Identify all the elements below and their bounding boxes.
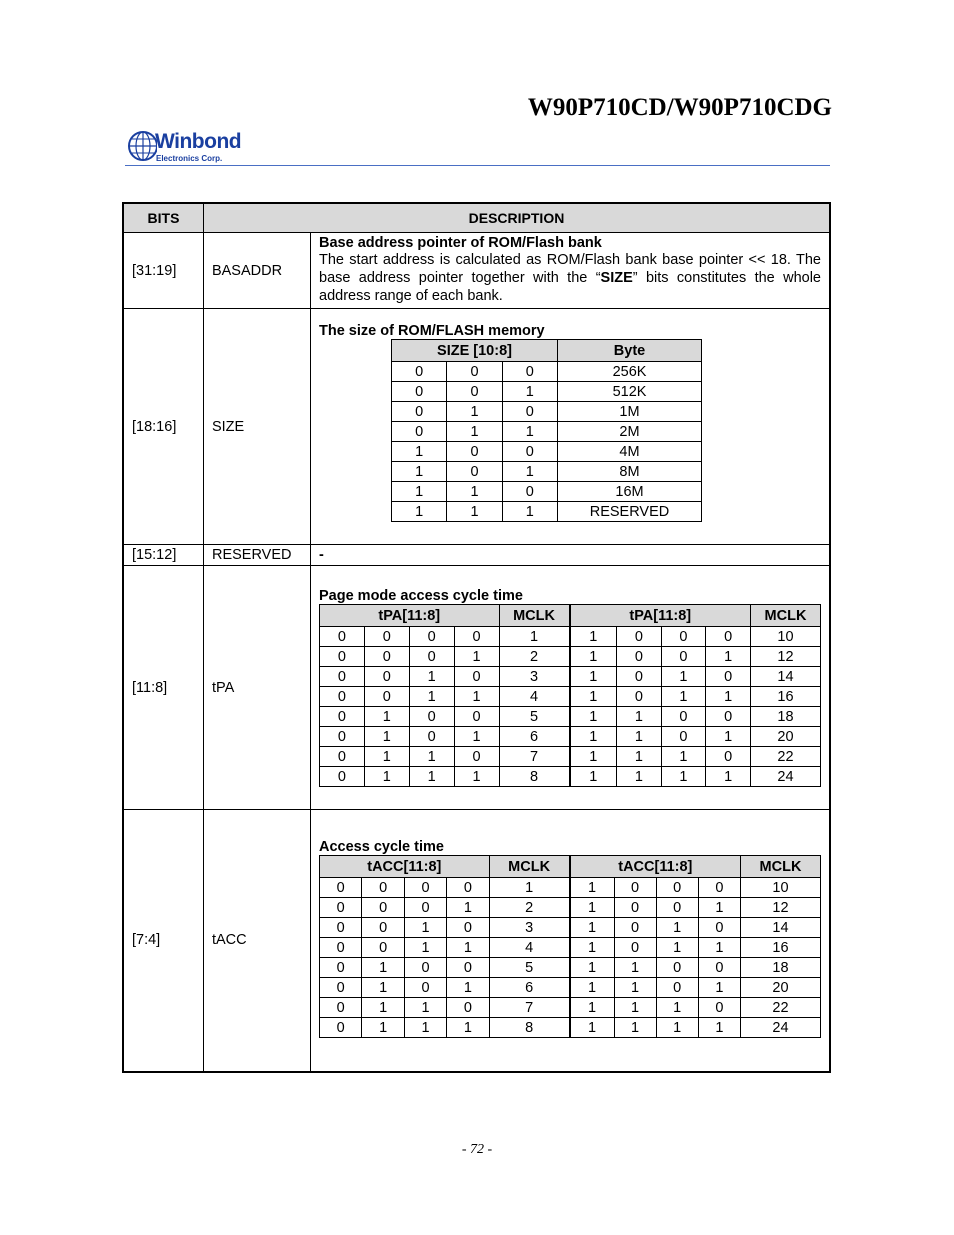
table-cell: 1: [392, 442, 447, 462]
table-row: [320, 647, 821, 667]
table-cell: 1: [502, 502, 557, 522]
table-cell: 0: [404, 898, 446, 918]
table-cell: 0: [320, 958, 362, 978]
tpa-table-header: [320, 605, 821, 627]
table-cell: 0: [614, 898, 656, 918]
table-cell: 1: [706, 727, 751, 747]
table-row: [320, 918, 821, 938]
tacc-bits-header: tACC[11:8]: [570, 856, 741, 878]
page-number: - 72 -: [461, 1142, 493, 1157]
table-cell: 256K: [558, 362, 702, 382]
table-cell: 1: [364, 767, 409, 787]
description-header: DESCRIPTION: [203, 203, 830, 233]
table-cell: 1: [404, 998, 446, 1018]
size-table: [391, 339, 702, 522]
table-row: [320, 627, 821, 647]
table-cell: 1: [502, 382, 557, 402]
table-cell: 0: [617, 627, 662, 647]
table-cell: 0: [409, 647, 454, 667]
table-cell: 1: [409, 747, 454, 767]
table-row: [392, 382, 702, 402]
table-cell: 0: [454, 627, 499, 647]
table-row: [392, 442, 702, 462]
table-cell: 1: [706, 647, 751, 667]
table-cell: 1: [404, 918, 446, 938]
table-cell: 1: [698, 938, 740, 958]
table-cell: 1: [570, 727, 617, 747]
table-cell: 0: [454, 747, 499, 767]
table-cell: 6: [499, 727, 570, 747]
field-name-cell: RESERVED: [203, 545, 310, 566]
table-cell: 6: [489, 978, 570, 998]
table-row: [320, 727, 821, 747]
table-cell: 1: [454, 767, 499, 787]
table-row: [320, 707, 821, 727]
table-cell: 0: [362, 918, 404, 938]
table-cell: 0: [320, 687, 365, 707]
description-text: [319, 251, 821, 305]
header-rule: [125, 165, 830, 166]
table-cell: 1: [570, 687, 617, 707]
tpa-table: [319, 604, 821, 787]
register-table: [122, 202, 831, 1073]
table-row: [392, 402, 702, 422]
table-cell: 24: [741, 1018, 821, 1038]
tacc-table-header: [320, 856, 821, 878]
description-text-part: The start address is calculated as ROM/Flash bank base pointer << 18. The base address pointer together with the “: [319, 252, 821, 286]
table-cell: 3: [489, 918, 570, 938]
table-cell: 0: [392, 402, 447, 422]
table-cell: 1: [614, 958, 656, 978]
table-cell: 1: [409, 767, 454, 787]
table-cell: 0: [447, 998, 489, 1018]
table-cell: 0: [447, 878, 489, 898]
table-cell: 1: [364, 747, 409, 767]
table-cell: 14: [751, 667, 821, 687]
table-cell: 0: [502, 482, 557, 502]
table-cell: 12: [741, 898, 821, 918]
table-cell: 0: [320, 898, 362, 918]
table-cell: 0: [404, 878, 446, 898]
mclk-header: MCLK: [499, 605, 570, 627]
table-cell: 0: [502, 362, 557, 382]
table-cell: 1: [661, 747, 706, 767]
table-cell: 1: [447, 978, 489, 998]
table-cell: 20: [751, 727, 821, 747]
table-cell: 1: [447, 898, 489, 918]
table-cell: 0: [362, 878, 404, 898]
table-cell: 0: [706, 747, 751, 767]
table-row: [320, 667, 821, 687]
table-cell: 0: [698, 998, 740, 1018]
table-cell: 0: [320, 1018, 362, 1038]
table-cell: 0: [706, 627, 751, 647]
table-cell: 1: [617, 767, 662, 787]
bits-cell: [15:12]: [123, 545, 203, 566]
table-cell: 22: [751, 747, 821, 767]
table-cell: 5: [499, 707, 570, 727]
table-cell: 0: [502, 402, 557, 422]
row-size: [123, 309, 830, 545]
table-cell: 1: [570, 998, 614, 1018]
table-cell: 1: [362, 978, 404, 998]
table-cell: 1: [661, 767, 706, 787]
table-cell: 16M: [558, 482, 702, 502]
winbond-logo: [127, 126, 257, 166]
table-cell: 8: [489, 1018, 570, 1038]
table-cell: 0: [404, 958, 446, 978]
table-cell: 4: [499, 687, 570, 707]
table-cell: 0: [698, 958, 740, 978]
table-cell: 1: [570, 707, 617, 727]
bits-cell: [31:19]: [123, 233, 203, 309]
table-cell: 0: [447, 442, 502, 462]
table-cell: 1: [570, 978, 614, 998]
table-row: [320, 958, 821, 978]
tpa-bits-header: tPA[11:8]: [320, 605, 500, 627]
table-cell: 0: [447, 382, 502, 402]
table-cell: 2: [499, 647, 570, 667]
table-row: [320, 767, 821, 787]
table-cell: 1: [392, 462, 447, 482]
table-cell: RESERVED: [558, 502, 702, 522]
table-cell: 24: [751, 767, 821, 787]
table-row: [392, 482, 702, 502]
table-cell: 1M: [558, 402, 702, 422]
table-cell: 1: [661, 667, 706, 687]
table-cell: 0: [706, 707, 751, 727]
table-cell: 1: [614, 998, 656, 1018]
table-cell: 1: [502, 422, 557, 442]
table-cell: 1: [454, 727, 499, 747]
mclk-header: MCLK: [751, 605, 821, 627]
table-cell: 0: [392, 362, 447, 382]
table-cell: 18: [751, 707, 821, 727]
description-text-part: ” bits constitutes the whole address range of each bank.: [319, 270, 821, 304]
description-heading: Page mode access cycle time: [319, 588, 523, 604]
table-row: [392, 502, 702, 522]
table-cell: 4M: [558, 442, 702, 462]
table-cell: 0: [502, 442, 557, 462]
field-name-cell: tACC: [203, 810, 310, 1072]
table-cell: 1: [447, 422, 502, 442]
table-cell: 1: [570, 627, 617, 647]
table-cell: 1: [447, 402, 502, 422]
description-cell: [311, 810, 831, 1072]
table-cell: 7: [489, 998, 570, 1018]
table-cell: 1: [706, 687, 751, 707]
table-cell: 0: [656, 958, 698, 978]
table-cell: 0: [320, 978, 362, 998]
table-cell: 1: [447, 482, 502, 502]
table-cell: 1: [698, 1018, 740, 1038]
table-cell: 0: [320, 667, 365, 687]
tacc-bits-header: tACC[11:8]: [320, 856, 490, 878]
byte-header: Byte: [558, 340, 702, 362]
table-cell: 1: [392, 482, 447, 502]
table-cell: 1: [409, 667, 454, 687]
table-cell: 0: [362, 898, 404, 918]
table-cell: 0: [698, 918, 740, 938]
document-title: W90P710CD/W90P710CDG: [527, 94, 832, 121]
table-cell: 0: [447, 462, 502, 482]
table-cell: 1: [698, 898, 740, 918]
table-cell: 1: [362, 958, 404, 978]
table-cell: 0: [617, 667, 662, 687]
table-cell: 22: [741, 998, 821, 1018]
table-cell: 1: [617, 727, 662, 747]
table-cell: 0: [320, 647, 365, 667]
table-cell: 1: [362, 1018, 404, 1038]
description-text-bold: SIZE: [600, 270, 633, 286]
table-cell: 1: [570, 918, 614, 938]
logo-subtitle: Electronics Corp.: [156, 154, 223, 163]
description-cell: [311, 309, 831, 545]
table-cell: 1: [570, 898, 614, 918]
table-row: [320, 898, 821, 918]
table-cell: 16: [751, 687, 821, 707]
table-cell: 5: [489, 958, 570, 978]
table-cell: 10: [751, 627, 821, 647]
table-cell: 1: [656, 938, 698, 958]
bits-header: BITS: [123, 203, 203, 233]
table-cell: 2M: [558, 422, 702, 442]
table-cell: 0: [364, 687, 409, 707]
description-cell: -: [311, 545, 831, 566]
table-cell: 1: [614, 1018, 656, 1038]
table-cell: 1: [661, 687, 706, 707]
table-cell: 1: [570, 938, 614, 958]
table-cell: 0: [362, 938, 404, 958]
table-cell: 0: [656, 898, 698, 918]
globe-icon: [127, 126, 157, 166]
table-cell: 1: [362, 998, 404, 1018]
table-cell: 0: [320, 707, 365, 727]
table-cell: 0: [447, 362, 502, 382]
table-cell: 0: [320, 878, 362, 898]
description-cell: [311, 566, 831, 810]
description-heading: Access cycle time: [319, 839, 444, 855]
table-row: [320, 998, 821, 1018]
table-cell: 16: [741, 938, 821, 958]
tpa-bits-header: tPA[11:8]: [570, 605, 751, 627]
row-basaddr: [123, 233, 830, 309]
table-cell: 0: [392, 422, 447, 442]
table-cell: 1: [656, 918, 698, 938]
table-cell: 0: [320, 727, 365, 747]
table-cell: 10: [741, 878, 821, 898]
table-cell: 0: [320, 767, 365, 787]
table-cell: 0: [614, 938, 656, 958]
table-cell: 1: [392, 502, 447, 522]
table-cell: 1: [447, 1018, 489, 1038]
table-cell: 18: [741, 958, 821, 978]
table-cell: 0: [409, 627, 454, 647]
table-cell: 0: [661, 727, 706, 747]
table-cell: 14: [741, 918, 821, 938]
table-cell: 512K: [558, 382, 702, 402]
table-cell: 20: [741, 978, 821, 998]
table-cell: 0: [364, 627, 409, 647]
table-cell: 8M: [558, 462, 702, 482]
table-cell: 1: [502, 462, 557, 482]
size-table-header: [392, 340, 702, 362]
table-row: [320, 1018, 821, 1038]
table-cell: 1: [706, 767, 751, 787]
table-cell: 0: [454, 667, 499, 687]
table-cell: 0: [661, 627, 706, 647]
size-bits-header: SIZE [10:8]: [392, 340, 558, 362]
table-cell: 1: [656, 1018, 698, 1038]
table-cell: 4: [489, 938, 570, 958]
table-cell: 2: [489, 898, 570, 918]
table-cell: 1: [364, 727, 409, 747]
table-row: [392, 362, 702, 382]
table-cell: 0: [409, 707, 454, 727]
table-cell: 1: [570, 647, 617, 667]
table-cell: 3: [499, 667, 570, 687]
mclk-header: MCLK: [489, 856, 570, 878]
table-cell: 1: [489, 878, 570, 898]
table-cell: 7: [499, 747, 570, 767]
mclk-header: MCLK: [741, 856, 821, 878]
table-row: [320, 878, 821, 898]
table-row: [392, 422, 702, 442]
table-cell: 1: [404, 1018, 446, 1038]
table-cell: 0: [392, 382, 447, 402]
table-cell: 1: [570, 667, 617, 687]
table-cell: 0: [320, 918, 362, 938]
table-cell: 1: [570, 958, 614, 978]
table-cell: 0: [320, 998, 362, 1018]
table-cell: 1: [404, 938, 446, 958]
table-cell: 0: [409, 727, 454, 747]
table-cell: 0: [614, 918, 656, 938]
table-cell: 0: [661, 707, 706, 727]
table-cell: 0: [661, 647, 706, 667]
field-name-cell: tPA: [203, 566, 310, 810]
table-cell: 0: [447, 958, 489, 978]
table-cell: 1: [570, 767, 617, 787]
table-cell: 1: [499, 627, 570, 647]
table-cell: 0: [656, 978, 698, 998]
table-cell: 8: [499, 767, 570, 787]
table-cell: 1: [409, 687, 454, 707]
table-row: [320, 747, 821, 767]
table-cell: 0: [614, 878, 656, 898]
row-tacc: [123, 810, 830, 1072]
table-cell: 0: [617, 687, 662, 707]
table-cell: 0: [320, 747, 365, 767]
table-cell: 1: [570, 878, 614, 898]
field-name-cell: SIZE: [203, 309, 310, 545]
table-row: [320, 978, 821, 998]
table-cell: 0: [364, 647, 409, 667]
table-cell: 1: [617, 747, 662, 767]
table-cell: 1: [447, 502, 502, 522]
table-cell: 0: [656, 878, 698, 898]
table-cell: 1: [454, 687, 499, 707]
description-heading: Base address pointer of ROM/Flash bank: [319, 235, 602, 251]
bits-cell: [11:8]: [123, 566, 203, 810]
table-cell: 1: [570, 1018, 614, 1038]
table-cell: 1: [614, 978, 656, 998]
bits-cell: [7:4]: [123, 810, 203, 1072]
table-cell: 12: [751, 647, 821, 667]
table-cell: 0: [404, 978, 446, 998]
table-cell: 1: [617, 707, 662, 727]
table-cell: 0: [706, 667, 751, 687]
table-cell: 0: [698, 878, 740, 898]
logo-text: Winbond: [155, 130, 242, 153]
tacc-table: [319, 855, 821, 1038]
table-cell: 0: [617, 647, 662, 667]
field-name-cell: BASADDR: [203, 233, 310, 309]
table-row: [320, 687, 821, 707]
table-cell: 0: [447, 918, 489, 938]
table-cell: 0: [320, 627, 365, 647]
table-cell: 1: [698, 978, 740, 998]
table-cell: 1: [364, 707, 409, 727]
table-cell: 1: [454, 647, 499, 667]
table-cell: 1: [656, 998, 698, 1018]
table-row: [320, 938, 821, 958]
table-cell: 1: [447, 938, 489, 958]
table-header-row: [123, 203, 830, 233]
table-cell: 0: [320, 938, 362, 958]
row-tpa: [123, 566, 830, 810]
table-cell: 0: [364, 667, 409, 687]
table-cell: 0: [454, 707, 499, 727]
bits-cell: [18:16]: [123, 309, 203, 545]
description-heading: The size of ROM/FLASH memory: [319, 323, 545, 339]
description-cell: [311, 233, 831, 309]
table-row: [392, 462, 702, 482]
table-cell: 1: [570, 747, 617, 767]
row-reserved: [123, 545, 830, 566]
